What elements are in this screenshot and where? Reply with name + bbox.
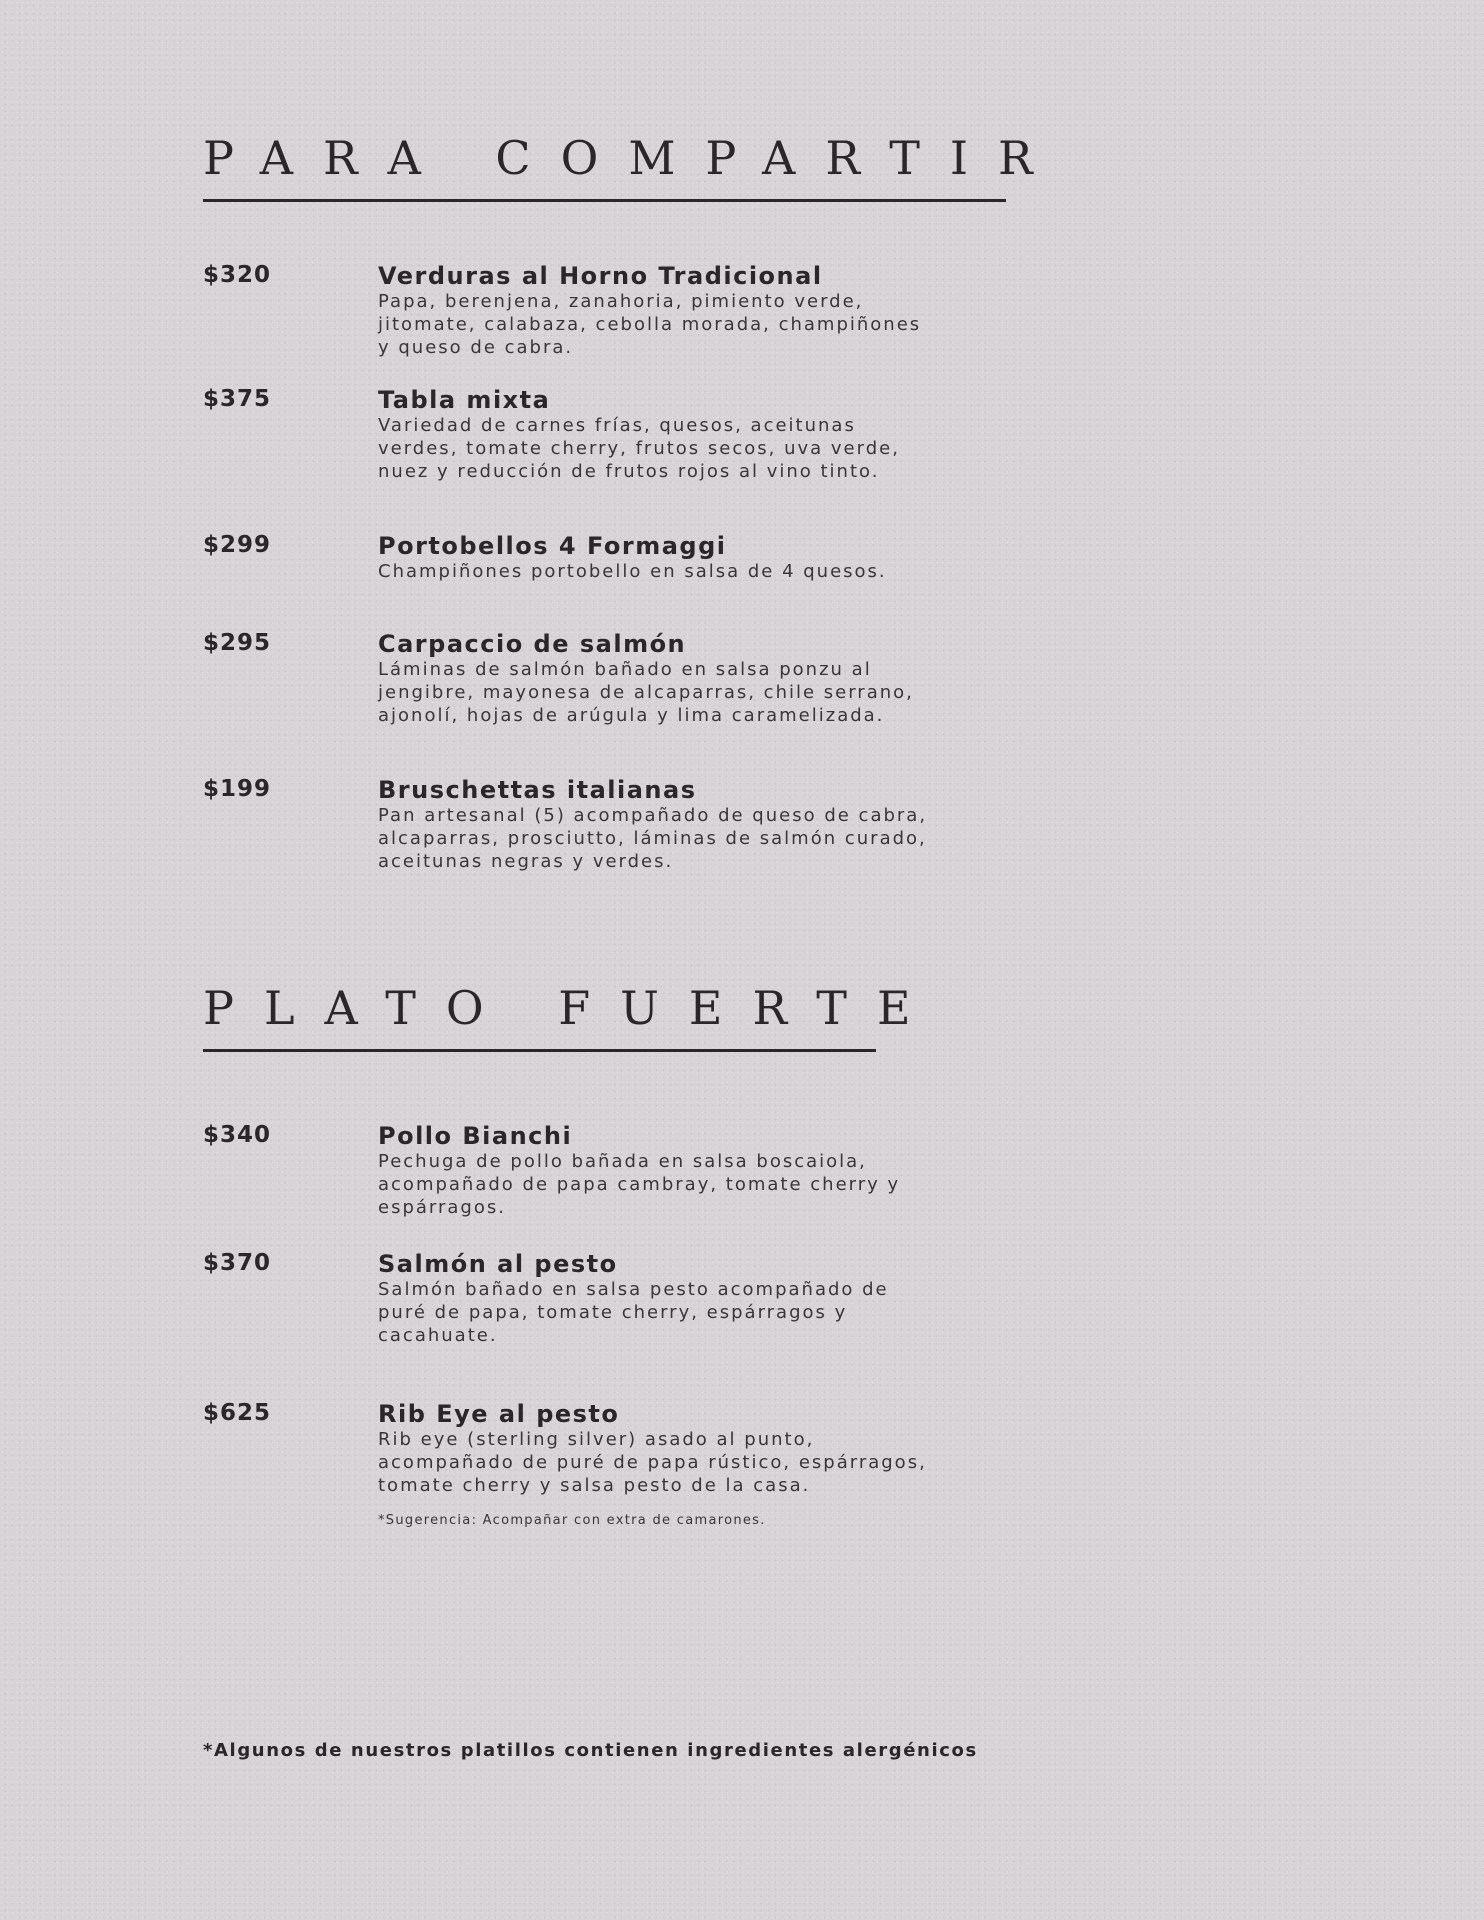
item-price: $625 [203,1400,272,1426]
item-description: Papa, berenjena, zanahoria, pimiento verde, jitomate, calabaza, cebolla morada, champiñones y queso de cabra. [378,291,922,358]
item-description: Láminas de salmón bañado en salsa ponzu al jengibre, mayonesa de alcaparras, chile serrano, ajonolí, hojas de arúgula y lima caramelizada. [378,659,914,726]
item-body [378,386,938,483]
item-name: Verduras al Horno Tradicional [378,262,823,290]
item-body [378,776,938,873]
item-name: Rib Eye al pesto [378,1400,620,1428]
section-divider [203,1049,876,1052]
item-price: $340 [203,1122,272,1148]
item-description: Pechuga de pollo bañada en salsa boscaiola, acompañado de papa cambray, tomate cherry y espárragos. [378,1151,901,1218]
item-description: Variedad de carnes frías, quesos, aceitunas verdes, tomate cherry, frutos secos, uva verde, nuez y reducción de frutos rojos al vino tinto. [378,415,900,482]
item-body [378,1250,938,1347]
item-body [378,630,938,727]
item-name: Pollo Bianchi [378,1122,573,1150]
section-plato-fuerte [203,981,941,1528]
item-name: Portobellos 4 Formaggi [378,532,727,560]
item-description: Pan artesanal (5) acompañado de queso de cabra, alcaparras, prosciutto, láminas de salmón curado, aceitunas negras y verdes. [378,805,928,872]
item-body [378,1122,938,1219]
item-description: Champiñones portobello en salsa de 4 quesos. [378,561,887,582]
item-price: $295 [203,630,272,656]
section-title: PARA COMPARTIR [203,131,1063,185]
item-body [378,532,938,583]
item-description: Rib eye (sterling silver) asado al punto, acompañado de puré de papa rústico, espárragos, tomate cherry y salsa pesto de la casa. [378,1429,927,1496]
item-name: Tabla mixta [378,386,551,414]
item-price: $199 [203,776,272,802]
item-body [378,1400,938,1528]
item-price: $320 [203,262,272,288]
item-price: $299 [203,532,272,558]
item-body [378,262,938,359]
item-suggestion-note: *Sugerencia: Acompañar con extra de camarones. [378,1513,766,1528]
section-title: PLATO FUERTE [203,981,941,1035]
section-para-compartir [203,131,1063,872]
allergen-footnote: *Algunos de nuestros platillos contienen ingredientes alergénicos [203,1740,978,1761]
item-name: Carpaccio de salmón [378,630,687,658]
item-name: Bruschettas italianas [378,776,697,804]
item-price: $370 [203,1250,272,1276]
item-description: Salmón bañado en salsa pesto acompañado de puré de papa, tomate cherry, espárragos y cacahuate. [378,1279,889,1346]
item-price: $375 [203,386,272,412]
item-name: Salmón al pesto [378,1250,618,1278]
section-divider [203,199,1006,202]
